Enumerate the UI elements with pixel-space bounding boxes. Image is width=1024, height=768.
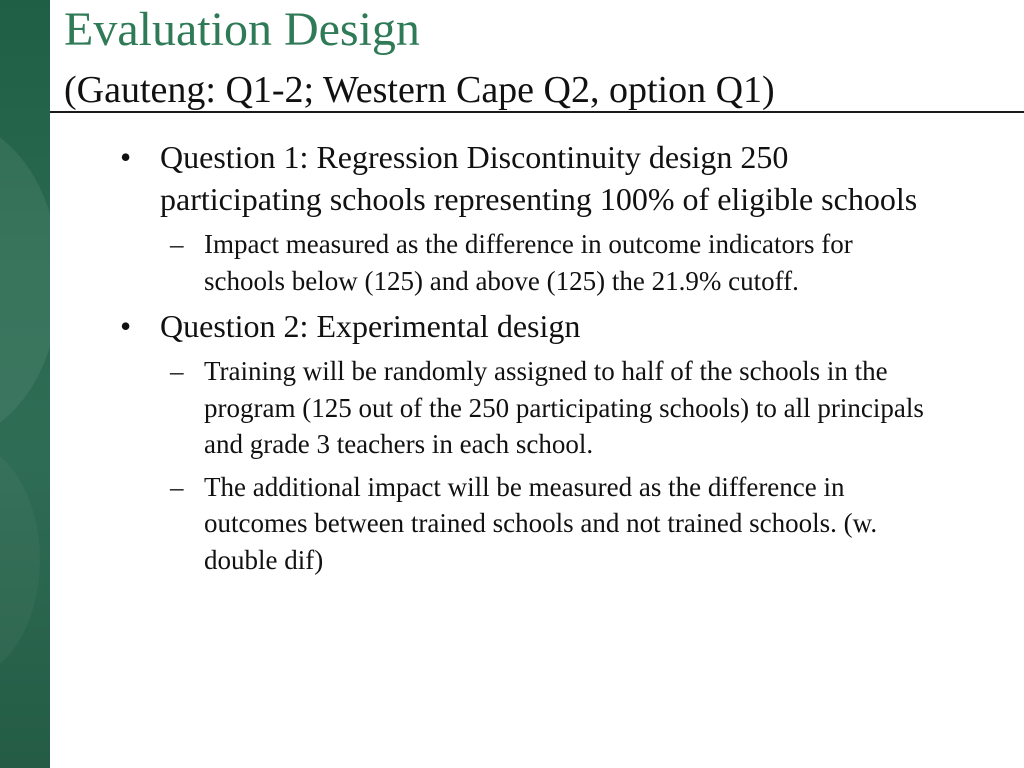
sub-bullet-marker: – <box>170 471 184 502</box>
slide-title: Evaluation Design <box>64 3 420 56</box>
bullet-item <box>120 136 940 220</box>
bullet-marker: • <box>120 139 132 175</box>
bullet-marker: • <box>120 308 132 344</box>
sub-bullet-marker: – <box>170 356 184 386</box>
sub-bullet-text: Impact measured as the difference in outcome indicators for schools below (125) and above (125) the 21.9% cutoff. <box>204 229 853 296</box>
bullet-item <box>120 305 940 347</box>
slide-body <box>120 136 940 584</box>
sub-bullet-marker: – <box>170 229 184 259</box>
sub-bullet-item <box>120 353 940 463</box>
sidebar-decoration <box>0 120 50 440</box>
decorative-sidebar <box>0 0 50 768</box>
sub-bullet-item <box>120 226 940 299</box>
bullet-text: Question 1: Regression Discontinuity design 250 participating schools representing 100% of eligible schools <box>160 139 918 217</box>
sidebar-decoration <box>0 440 40 680</box>
sub-bullet-text: Training will be randomly assigned to half of the schools in the program (125 out of the 250 participating schools) to all principals and grade 3 teachers in each school. <box>204 356 924 459</box>
title-divider <box>50 111 1024 113</box>
slide-subtitle: (Gauteng: Q1-2; Western Cape Q2, option Q1) <box>64 69 775 111</box>
bullet-text: Question 2: Experimental design <box>160 308 581 344</box>
sub-bullet-item <box>120 469 940 579</box>
sub-bullet-text: The additional impact will be measured as the difference in outcomes between trained schools and not trained schools. (w. double dif) <box>204 471 878 575</box>
